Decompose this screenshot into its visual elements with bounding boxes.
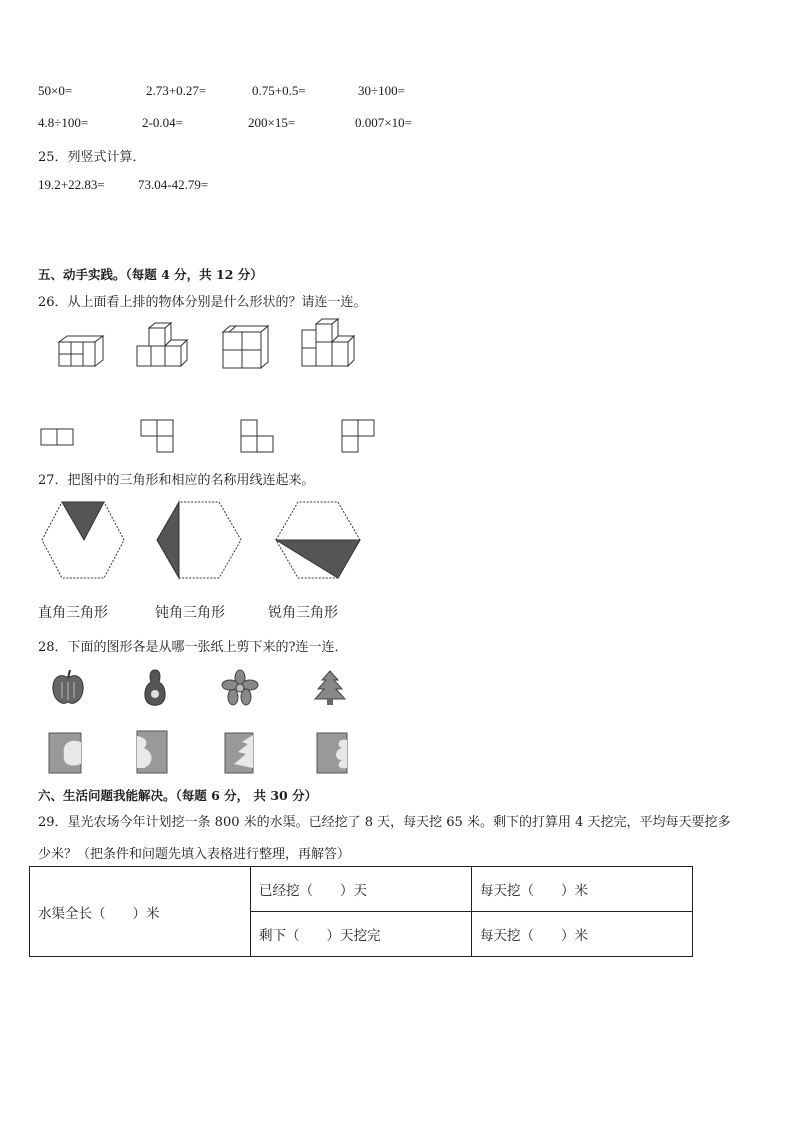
problem-organization-table (29, 866, 693, 957)
folded-paper-4-icon (316, 732, 348, 774)
question-29-line-1: 29．星光农场今年计划挖一条 800 米的水渠。已经挖了 8 天，每天挖 65 米。剩下的打算用 4 天挖完，平均每天要挖多 (38, 815, 731, 830)
days-dug-cell[interactable]: 已经挖（ ）天 (251, 867, 472, 912)
question-26-title: 26．从上面看上排的物体分别是什么形状的？请连一连。 (38, 295, 367, 310)
calc-item: 200×15= (248, 115, 296, 130)
apple-cutout-icon (50, 668, 86, 708)
question-27-title: 27．把图中的三角形和相应的名称用线连起来。 (38, 473, 315, 488)
question-29-line-2: 少米？（把条件和问题先填入表格进行整理，再解答） (38, 847, 351, 862)
vertical-calc-item: 19.2+22.83= (38, 177, 105, 192)
cube-stack-figure-2 (135, 322, 189, 370)
calc-item: 50×0= (38, 83, 73, 98)
hexagon-obtuse-triangle-figure (155, 500, 243, 580)
calc-item: 0.75+0.5= (252, 83, 306, 98)
cube-stack-figure-3 (220, 324, 272, 370)
top-view-figure-4 (341, 419, 377, 455)
vertical-calc-item: 73.04-42.79= (138, 177, 209, 192)
remaining-days-cell[interactable]: 剩下（ ）天挖完 (251, 912, 472, 957)
meters-per-day-remaining-cell[interactable]: 每天挖（ ）米 (472, 912, 693, 957)
acute-triangle-label: 锐角三角形 (268, 605, 338, 621)
gourd-cutout-icon (140, 668, 170, 708)
calc-item: 2-0.04= (142, 115, 183, 130)
right-triangle-label: 直角三角形 (38, 605, 108, 621)
hexagon-right-triangle-figure (40, 500, 126, 580)
section-6-title: 六、生活问题我能解决。（每题 6 分， 共 30 分） (38, 788, 318, 803)
top-view-figure-3 (240, 419, 276, 455)
folded-paper-2-icon (136, 730, 168, 774)
calc-item: 0.007×10= (355, 115, 412, 130)
folded-paper-3-icon (224, 732, 254, 774)
top-view-figure-1 (40, 428, 76, 448)
tree-cutout-icon (314, 670, 346, 706)
question-28-title: 28．下面的图形各是从哪一张纸上剪下来的?连一连． (38, 640, 348, 655)
question-25-title: 25．列竖式计算． (38, 150, 146, 165)
section-5-title: 五、动手实践。（每题 4 分，共 12 分） (38, 267, 263, 282)
calc-item: 4.8÷100= (38, 115, 89, 130)
hexagon-acute-triangle-figure (274, 500, 362, 580)
canal-length-cell[interactable]: 水渠全长（ ）米 (30, 867, 251, 957)
calc-item: 2.73+0.27= (146, 83, 207, 98)
obtuse-triangle-label: 钝角三角形 (155, 605, 225, 621)
flower-cutout-icon (222, 670, 258, 706)
cube-stack-figure-4 (298, 318, 356, 370)
folded-paper-1-icon (48, 732, 82, 774)
top-view-figure-2 (140, 419, 176, 455)
cube-stack-figure-1 (55, 328, 105, 370)
calc-item: 30÷100= (358, 83, 405, 98)
meters-per-day-cell[interactable]: 每天挖（ ）米 (472, 867, 693, 912)
